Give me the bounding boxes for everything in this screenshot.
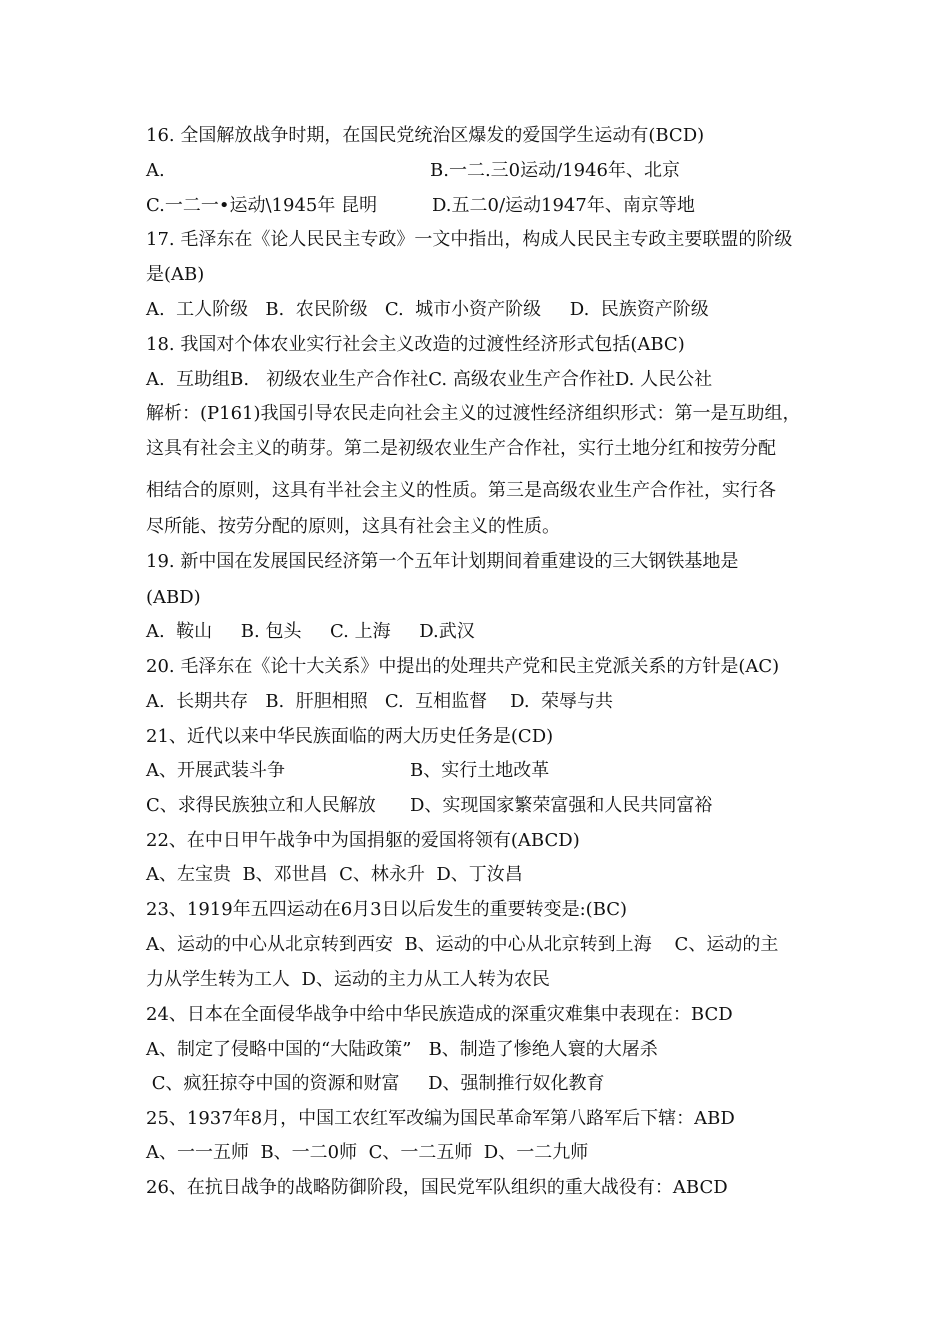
question-25-options: A、一一五师 B、一二0师 C、一二五师 D、一二九师 (146, 1142, 589, 1163)
question-18-analysis-line-2: 这具有社会主义的萌芽。第二是初级农业生产合作社，实行土地分红和按劳分配 (146, 438, 776, 459)
question-21-options-row-1 (146, 759, 550, 783)
question-20-options: A. 长期共存 B. 肝胆相照 C. 互相监督 D. 荣辱与共 (146, 691, 614, 712)
question-23-options-line-2: 力从学生转为工人 D、运动的主力从工人转为农民 (146, 969, 550, 990)
question-18-analysis-line-4: 尽所能、按劳分配的原则，这具有社会主义的性质。 (146, 516, 560, 537)
question-22-options: A、左宝贵 B、邓世昌 C、林永升 D、丁汝昌 (146, 864, 523, 885)
question-21-stem: 21、近代以来中华民族面临的两大历史任务是(CD) (146, 726, 554, 747)
question-17-stem-line-1: 17. 毛泽东在《论人民民主专政》一文中指出，构成人民民主专政主要联盟的阶级 (146, 229, 793, 250)
question-16-option-d: D.五二0/运动1947年、南京等地 (432, 195, 695, 216)
question-18-stem: 18. 我国对个体农业实行社会主义改造的过渡性经济形式包括(ABC) (146, 334, 685, 355)
question-16-option-b: B.一二.三0运动/1946年、北京 (430, 160, 680, 181)
question-19-options: A. 鞍山 B. 包头 C. 上海 D.武汉 (146, 621, 475, 642)
question-18-options: A. 互助组B. 初级农业生产合作社C. 高级农业生产合作社D. 人民公社 (146, 369, 713, 390)
question-16-options-row-1 (146, 159, 680, 183)
question-16-stem: 16. 全国解放战争时期，在国民党统治区爆发的爱国学生运动有(BCD) (146, 125, 705, 146)
question-24-options-line-1: A、制定了侵略中国的“大陆政策” B、制造了惨绝人寰的大屠杀 (146, 1039, 658, 1060)
question-23-stem: 23、1919年五四运动在6月3日以后发生的重要转变是:(BC) (146, 899, 628, 920)
question-21-option-b: B、实行土地改革 (410, 760, 550, 781)
question-24-options-line-2: C、疯狂掠夺中国的资源和财富 D、强制推行奴化教育 (146, 1073, 605, 1094)
question-16-option-c: C.一二一•运动\1945年 昆明 (146, 195, 378, 216)
question-17-stem-line-2: 是(AB) (146, 264, 205, 285)
question-21-option-d: D、实现国家繁荣富强和人民共同富裕 (410, 795, 713, 816)
question-23-options-line-1: A、运动的中心从北京转到西安 B、运动的中心从北京转到上海 C、运动的主 (146, 934, 779, 955)
question-26-stem: 26、在抗日战争的战略防御阶段，国民党军队组织的重大战役有：ABCD (146, 1177, 728, 1198)
question-18-analysis-line-1: 解析：(P161)我国引导农民走向社会主义的过渡性经济组织形式：第一是互助组， (146, 403, 801, 424)
question-19-stem-line-1: 19. 新中国在发展国民经济第一个五年计划期间着重建设的三大钢铁基地是 (146, 551, 739, 572)
question-21-option-a: A、开展武装斗争 (146, 760, 285, 781)
question-21-options-row-2 (146, 794, 713, 818)
question-24-stem: 24、日本在全面侵华战争中给中华民族造成的深重灾难集中表现在：BCD (146, 1004, 733, 1025)
question-25-stem: 25、1937年8月，中国工农红军改编为国民革命军第八路军后下辖：ABD (146, 1108, 735, 1129)
question-22-stem: 22、在中日甲午战争中为国捐躯的爱国将领有(ABCD) (146, 830, 580, 851)
question-21-option-c: C、求得民族独立和人民解放 (146, 795, 376, 816)
question-16-options-row-2 (146, 194, 695, 218)
question-19-stem-line-2: (ABD) (146, 587, 201, 608)
question-17-options: A. 工人阶级 B. 农民阶级 C. 城市小资产阶级 D. 民族资产阶级 (146, 299, 709, 320)
question-20-stem: 20. 毛泽东在《论十大关系》中提出的处理共产党和民主党派关系的方针是(AC) (146, 656, 780, 677)
question-18-analysis-line-3: 相结合的原则，这具有半社会主义的性质。第三是高级农业生产合作社，实行各 (146, 480, 776, 501)
question-16-option-a: A. (146, 160, 165, 181)
